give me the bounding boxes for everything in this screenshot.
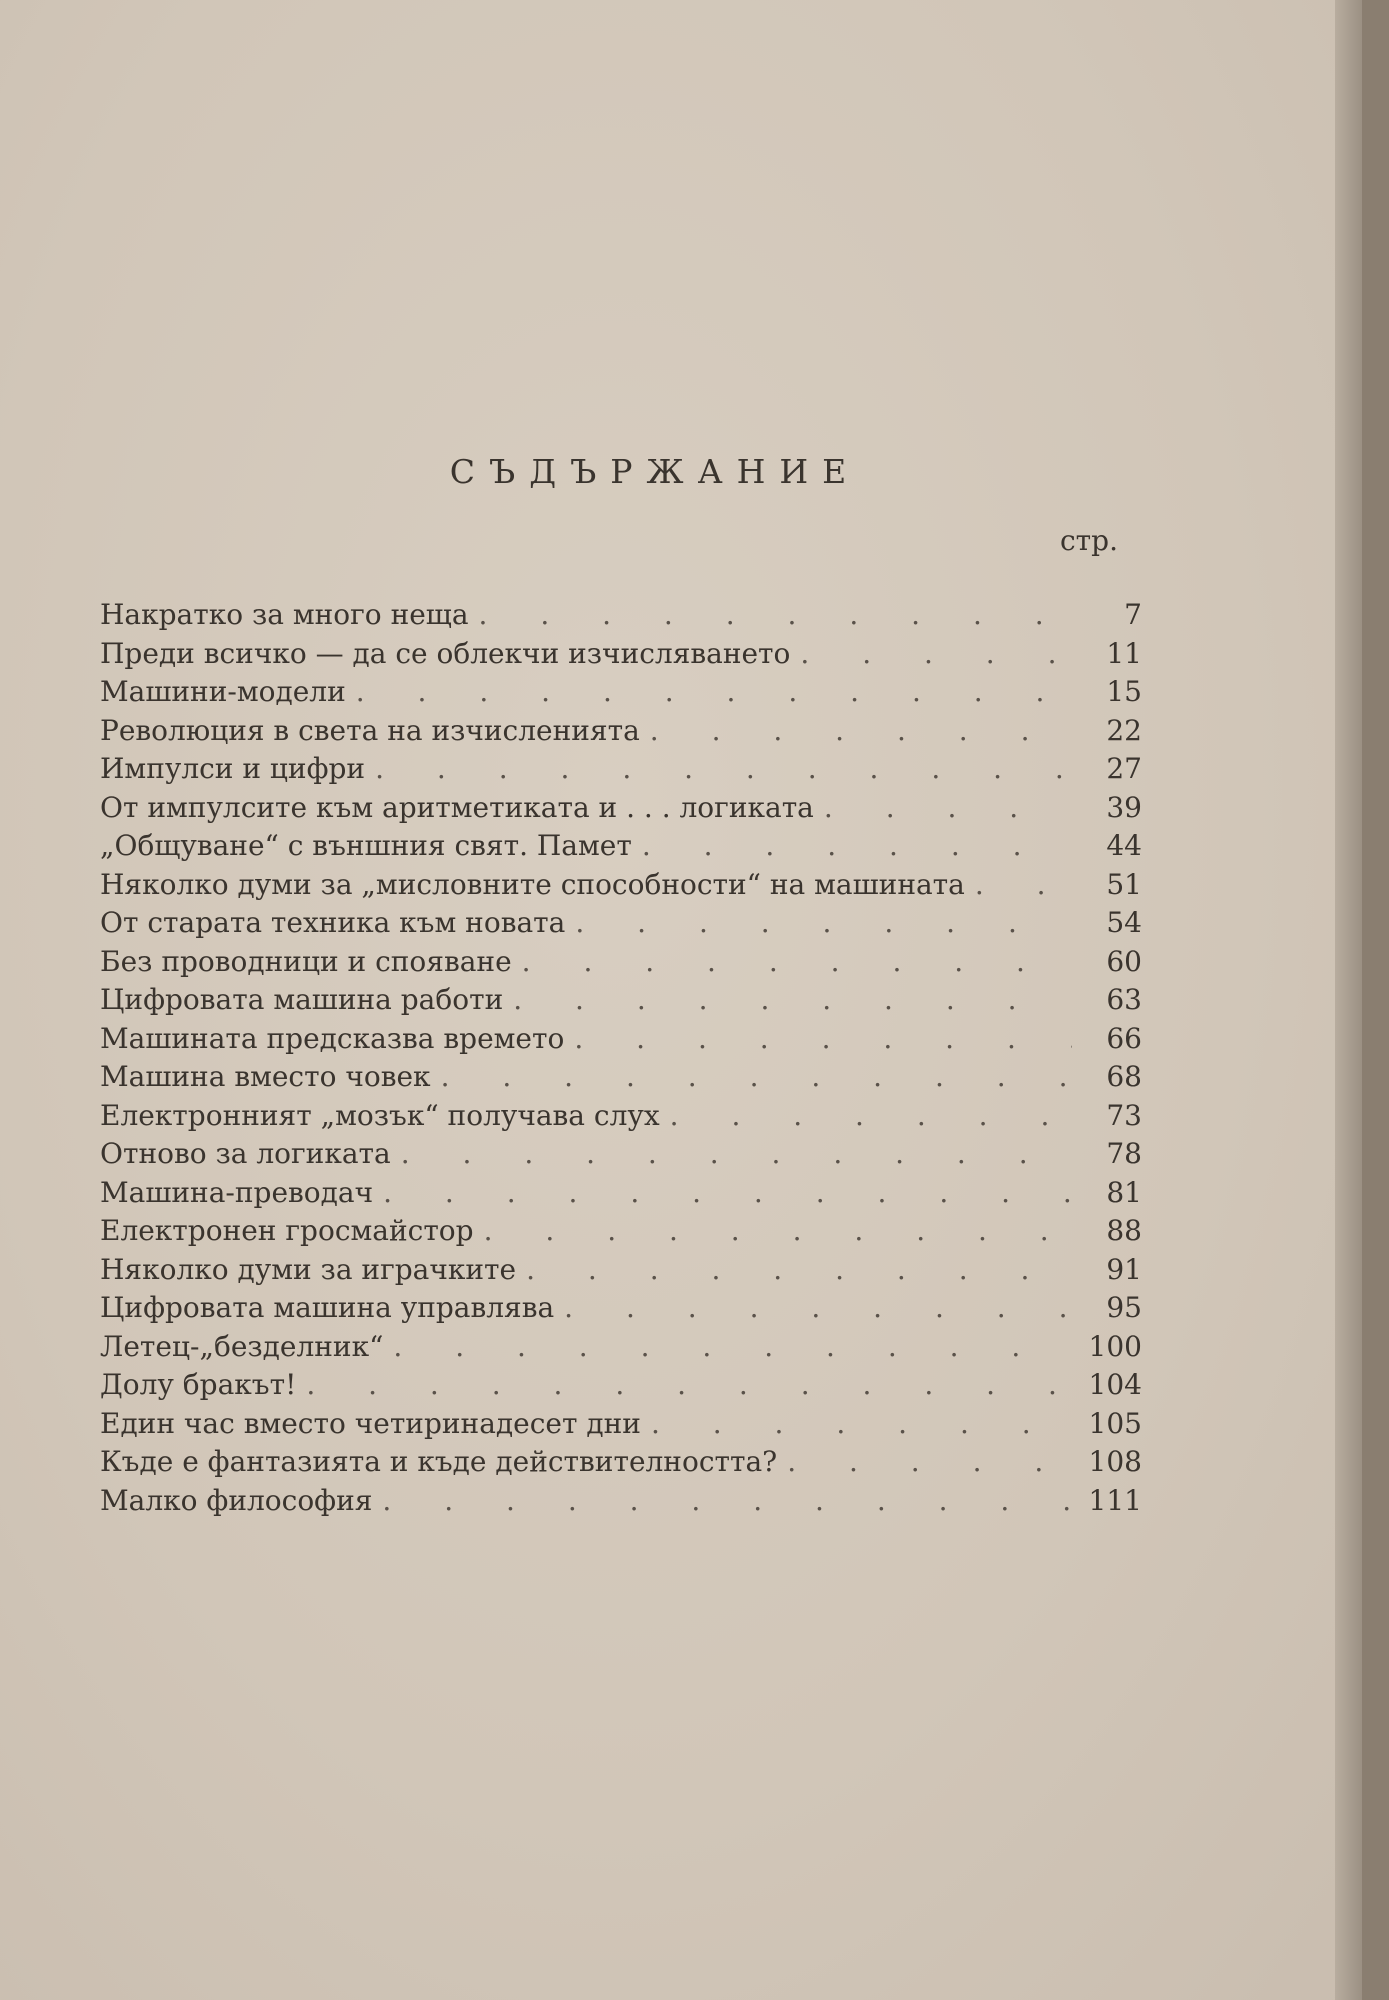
toc-entry: [100, 1097, 1142, 1136]
toc-entry-title: Няколко думи за играчките: [100, 1252, 517, 1286]
toc-entry-title: Отново за логиката: [100, 1137, 391, 1170]
toc-entry-page: 100: [1088, 1329, 1142, 1363]
toc-entry: [100, 596, 1142, 635]
toc-entry: [100, 1289, 1142, 1328]
dot-leader: [306, 1366, 1072, 1405]
toc-entry-page: 44: [1106, 829, 1142, 862]
dot-leader: [513, 981, 1072, 1020]
dot-leader: [484, 1212, 1072, 1251]
toc-entry-page: 88: [1106, 1214, 1142, 1247]
toc-entry: [100, 827, 1142, 866]
dot-leader: [642, 827, 1072, 866]
toc-entry: [100, 1212, 1142, 1251]
toc-entry-title: „Общуване“ с външния свят. Памет: [100, 829, 632, 862]
toc-entry-page: 91: [1106, 1252, 1142, 1286]
toc-entry-title: Импулси и цифри: [100, 752, 366, 785]
dot-leader: [375, 750, 1072, 789]
toc-entry-title: Накратко за много неща: [100, 598, 469, 631]
toc-entry: [100, 635, 1142, 674]
toc-entry: [100, 712, 1142, 751]
toc-entry-title: Машина вместо човек: [100, 1060, 431, 1093]
toc-entry: [100, 1251, 1142, 1290]
toc-entry-page: 15: [1106, 675, 1142, 708]
toc-entry-page: 108: [1088, 1445, 1142, 1478]
toc-entry-page: 95: [1106, 1291, 1142, 1324]
toc-entry-title: От старата техника към новата: [100, 906, 566, 939]
dot-leader: [564, 1289, 1072, 1328]
toc-entry-page: 11: [1106, 636, 1142, 670]
toc-entry: [100, 1174, 1142, 1213]
dot-leader: [824, 789, 1072, 828]
toc-entry-page: 111: [1088, 1483, 1142, 1517]
dot-leader: [575, 904, 1072, 943]
dot-leader: [382, 1482, 1072, 1521]
dot-leader: [975, 866, 1072, 905]
dot-leader: [356, 673, 1072, 712]
toc-entry: [100, 1135, 1142, 1174]
toc-entry: [100, 1058, 1142, 1097]
toc-entry: [100, 1020, 1142, 1059]
toc-entry: [100, 866, 1142, 905]
toc-entry-title: Един час вместо четиринадесет дни: [100, 1406, 641, 1440]
toc-entry: [100, 1482, 1142, 1521]
toc-entry-title: Без проводници и спояване: [100, 944, 512, 978]
toc-entry-page: 7: [1124, 598, 1142, 631]
toc-entry-title: Преди всичко — да се облекчи изчисляването: [100, 636, 791, 670]
toc-entry: [100, 789, 1142, 828]
toc-entry: [100, 1328, 1142, 1367]
dot-leader: [800, 635, 1072, 674]
toc-entry-title: Къде е фантазията и къде действителността?: [100, 1445, 778, 1478]
dot-leader: [670, 1097, 1072, 1136]
dot-leader: [441, 1058, 1072, 1097]
dot-leader: [401, 1135, 1072, 1174]
toc-entry: [100, 981, 1142, 1020]
toc-entry-page: 60: [1106, 944, 1142, 978]
toc-entry-page: 39: [1106, 790, 1142, 824]
toc-entry: [100, 673, 1142, 712]
toc-entry-page: 27: [1106, 752, 1142, 785]
toc-entry-title: Машини-модели: [100, 675, 346, 708]
toc-entry-title: Няколко думи за „мисловните способности“ на машината: [100, 867, 965, 901]
dot-leader: [393, 1328, 1072, 1367]
dot-leader: [574, 1020, 1072, 1059]
page-title: СЪДЪРЖАНИЕ: [449, 452, 861, 491]
dot-leader: [479, 596, 1072, 635]
toc-entry-page: 81: [1106, 1175, 1142, 1209]
toc-entry-title: Машината предсказва времето: [100, 1021, 565, 1055]
dot-leader: [787, 1443, 1072, 1482]
toc-entry-title: Революция в света на изчисленията: [100, 713, 640, 747]
toc-entry-title: Цифровата машина управлява: [100, 1291, 555, 1324]
toc-entry-page: 104: [1088, 1368, 1142, 1401]
dot-leader: [522, 943, 1072, 982]
toc-entry-page: 73: [1106, 1098, 1142, 1132]
table-of-contents: [100, 596, 1142, 1520]
dot-leader: [383, 1174, 1072, 1213]
dot-leader: [526, 1251, 1072, 1290]
toc-entry-title: Машина-преводач: [100, 1175, 374, 1209]
toc-entry-page: 78: [1106, 1137, 1142, 1170]
toc-entry: [100, 943, 1142, 982]
dot-leader: [650, 712, 1072, 751]
page-column-label: стр.: [1060, 524, 1118, 557]
toc-entry-title: Малко философия: [100, 1483, 373, 1517]
toc-entry-page: 51: [1106, 867, 1142, 901]
toc-entry-title: Долу бракът!: [100, 1368, 297, 1401]
toc-entry: [100, 750, 1142, 789]
toc-entry-page: 54: [1106, 906, 1142, 939]
toc-entry: [100, 1405, 1142, 1444]
dot-leader: [651, 1405, 1072, 1444]
toc-entry-page: 68: [1106, 1060, 1142, 1093]
toc-entry-page: 63: [1106, 983, 1142, 1016]
toc-entry-title: От импулсите към аритметиката и . . . логиката: [100, 790, 814, 824]
toc-entry-page: 66: [1106, 1021, 1142, 1055]
toc-entry-page: 22: [1106, 713, 1142, 747]
toc-entry-title: Електронният „мозък“ получава слух: [100, 1098, 660, 1132]
toc-entry-title: Летец-„безделник“: [100, 1329, 384, 1363]
toc-entry: [100, 904, 1142, 943]
page-edge: [1335, 0, 1362, 2000]
toc-entry-page: 105: [1088, 1406, 1142, 1440]
toc-entry: [100, 1443, 1142, 1482]
toc-entry-title: Електронен гросмайстор: [100, 1214, 474, 1247]
toc-entry-title: Цифровата машина работи: [100, 983, 504, 1016]
toc-entry: [100, 1366, 1142, 1405]
